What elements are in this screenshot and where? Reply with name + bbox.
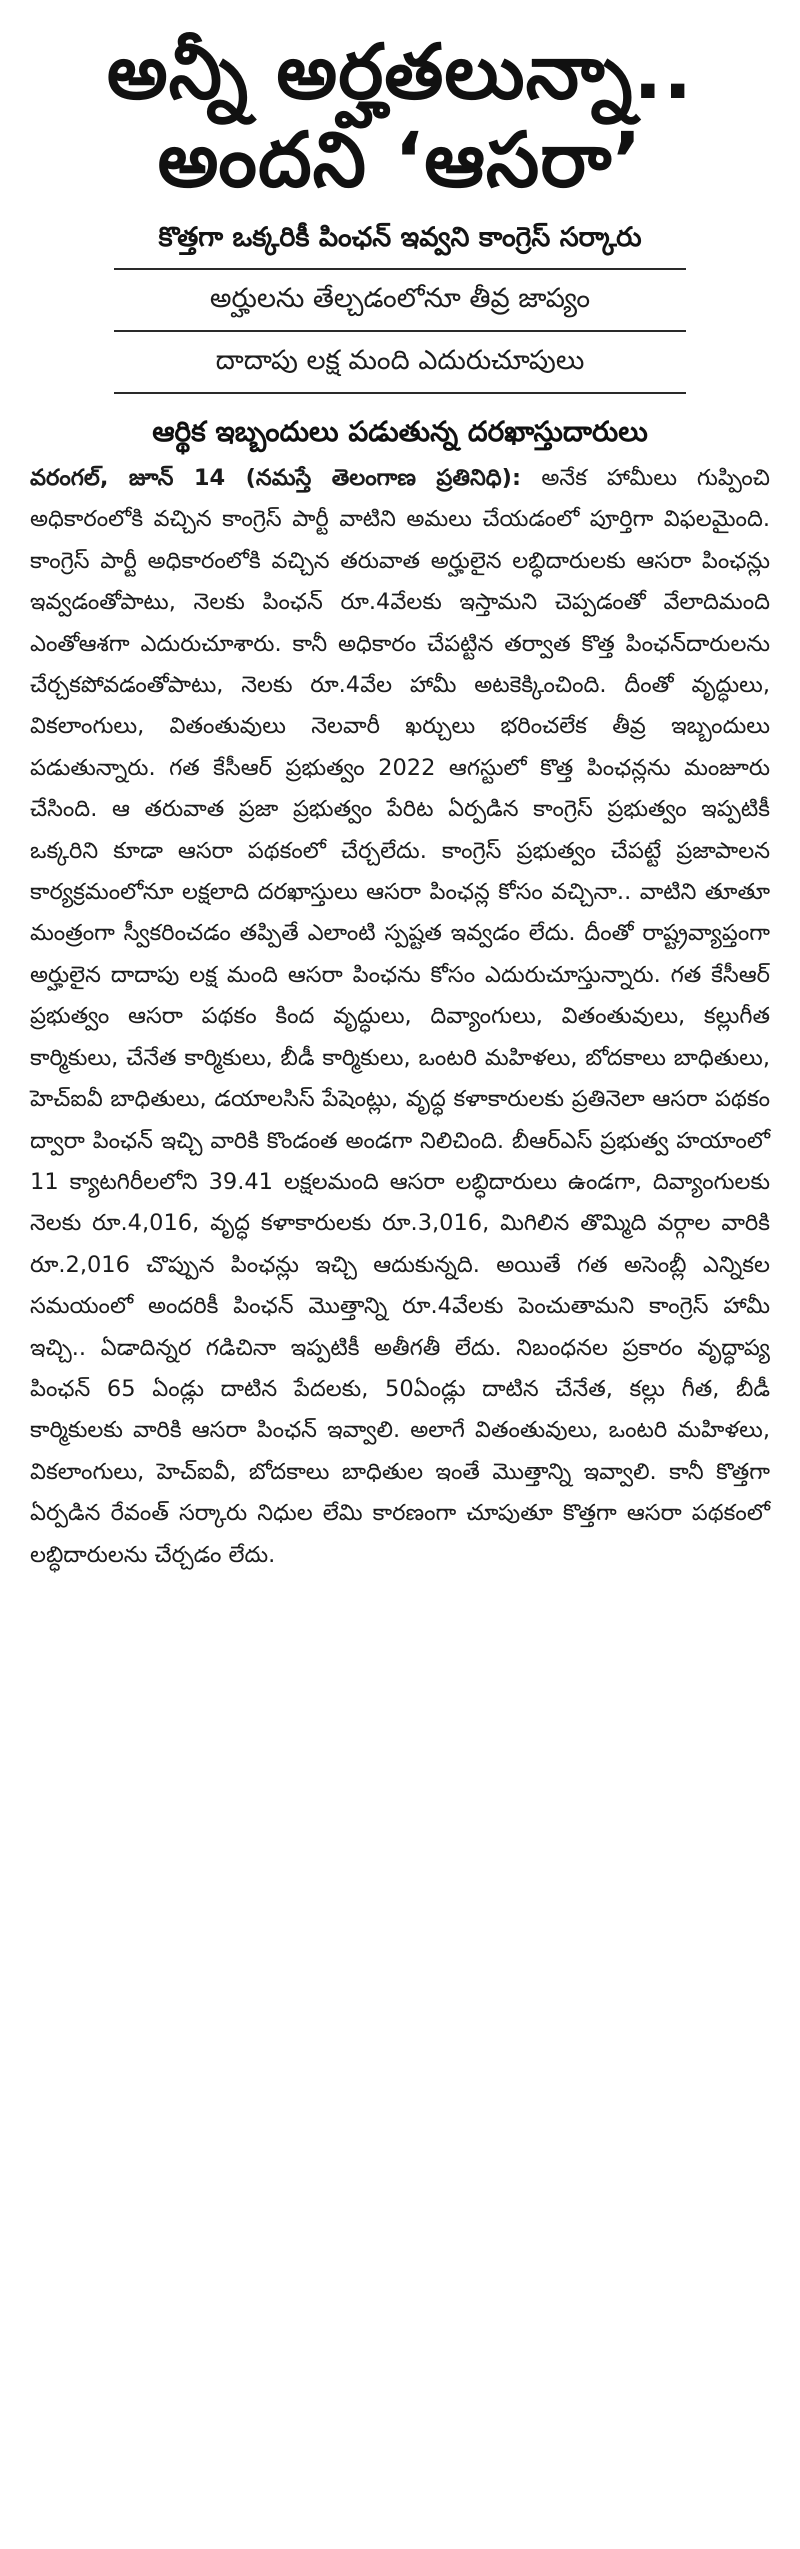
headline-line-1: అన్నీ అర్హతలున్నా.. bbox=[106, 27, 694, 116]
headline-line-2: అందని ‘ఆసరా’ bbox=[157, 115, 643, 204]
kicker: కొత్తగా ఒక్కరికీ పింఛన్ ఇవ్వని కాంగ్రెస్ సర్కారు bbox=[158, 222, 642, 253]
subhead-1: అర్హులను తేల్చడంలోనూ తీవ్ర జాప్యం bbox=[114, 268, 686, 330]
headline bbox=[24, 28, 776, 204]
body-paragraph: అనేక హామీలు గుప్పించి అధికారంలోకి వచ్చిన కాంగ్రెస్ పార్టీ వాటిని అమలు చేయడంలో పూర్తిగా విఫలమైంది. కాంగ్రెస్ పార్టీ అధికారంలోకి వచ్చిన తరువాత అర్హులైన లబ్ధిదారులకు ఆసరా పింఛన్లు ఇవ్వడంతోపాటు, నెలకు పింఛన్ రూ.4వేలకు ఇస్తామని చెప్పడంతో వేలాదిమంది ఎంతోఆశగా ఎదురుచూశారు. కానీ అధికారం చేపట్టిన తర్వాత కొత్త పింఛన్‌దారులను చేర్చకపోవడంతోపాటు, నెలకు రూ.4వేల హామీ అటకెక్కించింది. దీంతో వృద్ధులు, వికలాంగులు, వితంతువులు నెలవారీ ఖర్చులు భరించలేక తీవ్ర ఇబ్బందులు పడుతున్నారు. గత కేసీఆర్ ప్రభుత్వం 2022 ఆగస్టులో కొత్త పింఛన్లను మంజూరు చేసింది. ఆ తరువాత ప్రజా ప్రభుత్వం పేరిట ఏర్పడిన కాంగ్రెస్ ప్రభుత్వం ఇప్పటికీ ఒక్కరిని కూడా ఆసరా పథకంలో చేర్చలేదు. కాంగ్రెస్ ప్రభుత్వం చేపట్టే ప్రజాపాలన కార్యక్రమంలోనూ లక్షలాది దరఖాస్తులు ఆసరా పింఛన్ల కోసం వచ్చినా.. వాటిని తూతూ మంత్రంగా స్వీకరించడం తప్పితే ఎలాంటి స్పష్టత ఇవ్వడం లేదు. దీంతో రాష్ట్రవ్యాప్తంగా అర్హులైన దాదాపు లక్ష మంది ఆసరా పింఛను కోసం ఎదురుచూస్తున్నారు. గత కేసీఆర్ ప్రభుత్వం ఆసరా పథకం కింద వృద్ధులు, దివ్యాంగులు, వితంతువులు, కల్లుగీత కార్మికులు, చేనేత కార్మికులు, బీడీ కార్మికులు, ఒంటరి మహిళలు, బోదకాలు బాధితులు, హెచ్‌ఐవీ బాధితులు, డయాలసిస్ పేషెంట్లు, వృద్ధ కళాకారులకు ప్రతినెలా ఆసరా పథకం ద్వారా పింఛన్ ఇచ్చి వారికి కొండంత అండగా నిలిచింది. బీఆర్‌ఎస్ ప్రభుత్వ హయాంలో 11 క్యాటగిరీలలోని 39.41 లక్షలమంది ఆసరా లబ్ధిదారులు ఉండగా, దివ్యాంగులకు నెలకు రూ.4,016, వృద్ధ కళాకారులకు రూ.3,016, మిగిలిన తొమ్మిది వర్గాల వారికి రూ.2,016 చొప్పున పింఛన్లు ఇచ్చి ఆదుకున్నది. అయితే గత అసెంబ్లీ ఎన్నికల సమయంలో అందరికీ పింఛన్ మొత్తాన్ని రూ.4వేలకు పెంచుతామని కాంగ్రెస్ హామీ ఇచ్చి.. ఏడాదిన్నర గడిచినా ఇప్పటికీ అతీగతీ లేదు. నిబంధనల ప్రకారం వృద్ధాప్య పింఛన్ 65 ఏండ్లు దాటిన పేదలకు, 50ఏండ్లు దాటిన చేనేత, కల్లు గీత, బీడీ కార్మికులకు వారికి ఆసరా పింఛన్ ఇవ్వాలి. అలాగే వితంతువులు, ఒంటరి మహిళలు, వికలాంగులు, హెచ్‌ఐవీ, బోదకాలు బాధితుల ఇంతే మొత్తాన్ని ఇవ్వాలి. కానీ కొత్తగా ఏర్పడిన రేవంత్ సర్కారు నిధుల లేమి కారణంగా చూపుతూ కొత్తగా ఆసరా పథకంలో లబ్ధిదారులను చేర్చడం లేదు. bbox=[30, 465, 770, 1568]
dateline: వరంగల్, జూన్ 14 (నమస్తే తెలంగాణ ప్రతినిధి): bbox=[30, 465, 542, 491]
subhead-2: దాదాపు లక్ష మంది ఎదురుచూపులు bbox=[114, 330, 686, 394]
lead-deck: ఆర్థిక ఇబ్బందులు పడుతున్న దరఖాస్తుదారులు bbox=[152, 415, 648, 448]
article-body bbox=[24, 458, 776, 1576]
